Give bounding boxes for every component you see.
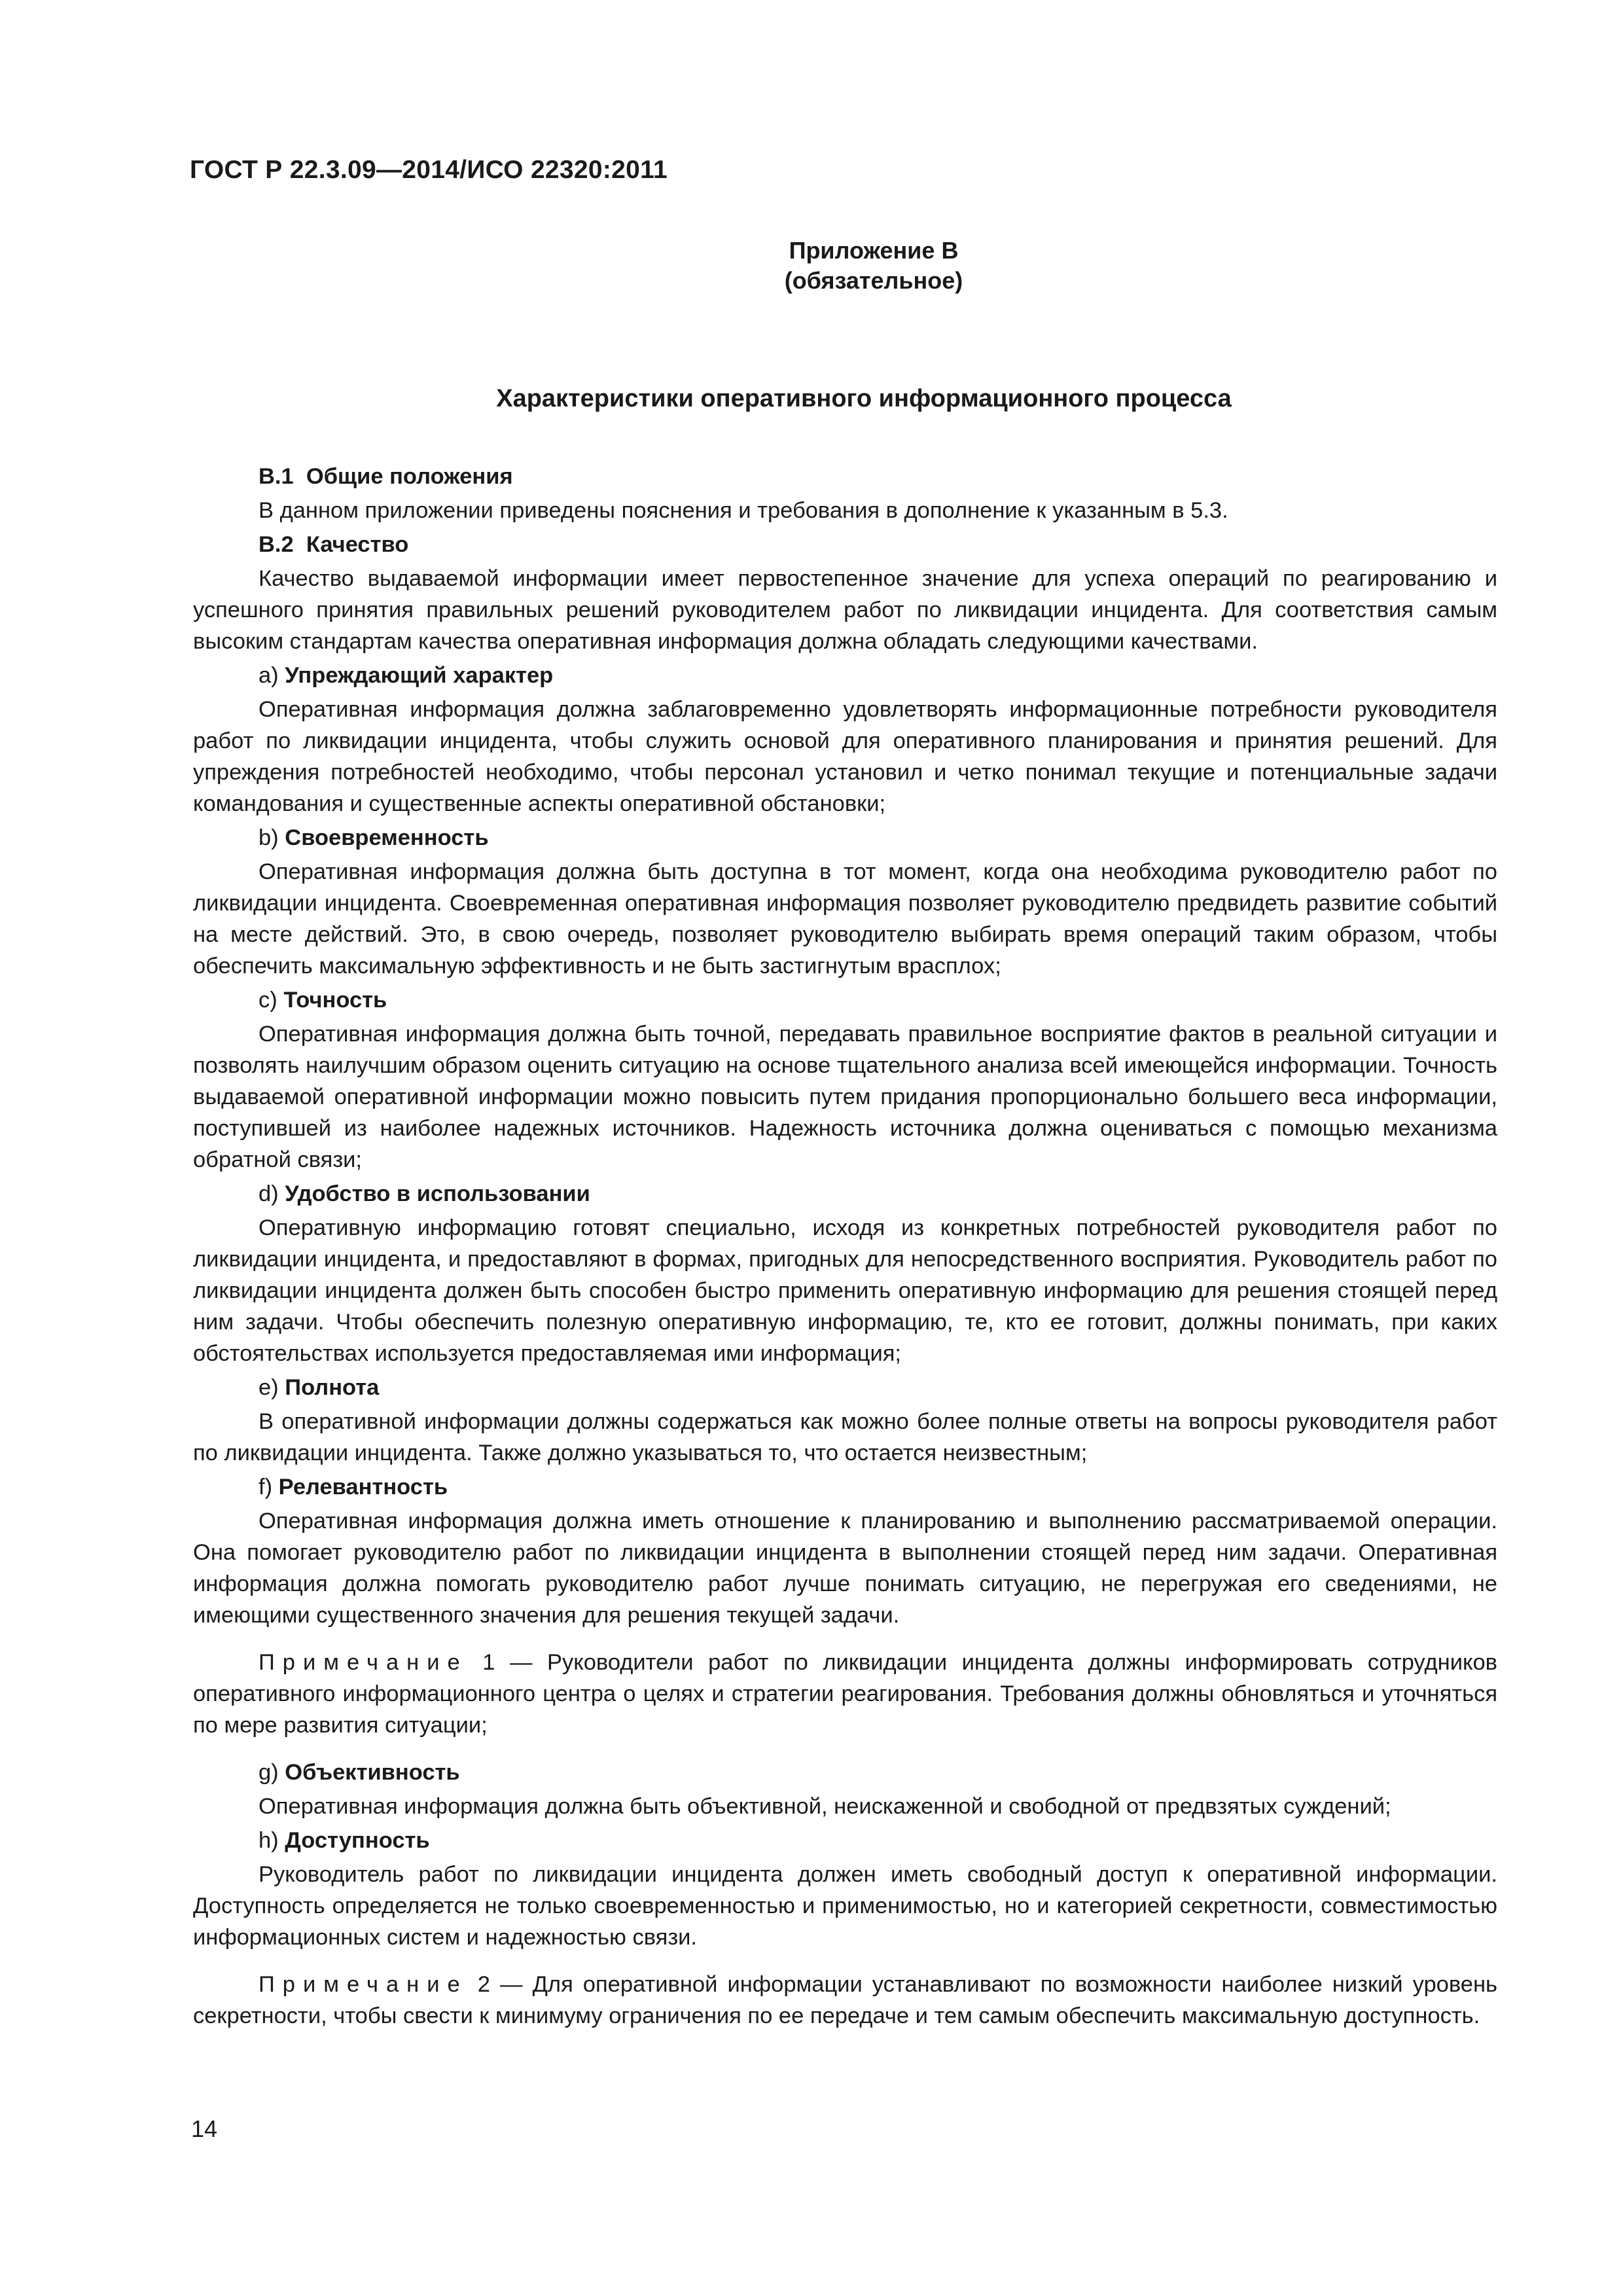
clause-number: В.2 bbox=[259, 532, 294, 557]
note-label: Примечание bbox=[259, 1650, 468, 1675]
item-d-heading bbox=[193, 1178, 1497, 1210]
note-number: 2 bbox=[477, 1972, 490, 1997]
section-title: Характеристики оперативного информационного процесса bbox=[496, 385, 1232, 412]
note-text: — Руководители работ по ликвидации инцидента должны информировать сотрудников оперативного информационного центра о целях и стратегии реагирования. Требования должны обновляться и уточняться по мере развития ситуации; bbox=[193, 1650, 1497, 1738]
note-2 bbox=[193, 1969, 1497, 2032]
appendix-heading bbox=[0, 236, 1623, 296]
item-f-heading bbox=[193, 1471, 1497, 1503]
item-title: Удобство в использовании bbox=[285, 1181, 590, 1206]
item-letter: g) bbox=[259, 1760, 279, 1785]
clause-title: Качество bbox=[306, 532, 409, 557]
item-b-heading bbox=[193, 822, 1497, 853]
clause-b1-heading bbox=[193, 461, 1497, 492]
clause-b2-heading bbox=[193, 529, 1497, 560]
item-title: Своевременность bbox=[285, 825, 489, 850]
item-letter: b) bbox=[259, 825, 279, 850]
item-title: Релевантность bbox=[278, 1475, 448, 1499]
item-letter: а) bbox=[259, 663, 279, 688]
item-g-heading bbox=[193, 1757, 1497, 1788]
item-h-heading bbox=[193, 1825, 1497, 1856]
item-c-text: Оперативная информация должна быть точной, передавать правильное восприятие фактов в реальной ситуации и позволять наилучшим образом оценить ситуацию на основе тщательного анализа всей имеющейся информации. Точность выдаваемой оперативной информации можно повысить путем придания пропорционально большего веса информации, поступившей из наиболее надежных источников. Надежность источника должна оцениваться с помощью механизма обратной связи; bbox=[193, 1022, 1497, 1172]
item-letter: е) bbox=[259, 1375, 279, 1400]
item-title: Упреждающий характер bbox=[285, 663, 554, 688]
item-b-text: Оперативная информация должна быть доступна в тот момент, когда она необходима руководителю работ по ликвидации инцидента. Своевременная оперативная информация позволяет руководителю предвидеть развитие событий на месте действий. Это, в свою очередь, позволяет руководителю выбирать время операций таким образом, чтобы обеспечить максимальную эффективность и не быть застигнутым врасплох; bbox=[193, 859, 1497, 978]
item-a-text: Оперативная информация должна заблаговременно удовлетворять информационные потребности руководителя работ по ликвидации инцидента, чтобы служить основой для оперативного планирования и принятия решений. Для упреждения потребностей необходимо, чтобы персонал установил и четко понимал текущие и потенциальные задачи командования и существенные аспекты оперативной обстановки; bbox=[193, 697, 1497, 816]
item-title: Доступность bbox=[285, 1828, 430, 1853]
note-1 bbox=[193, 1647, 1497, 1741]
item-h-text: Руководитель работ по ликвидации инцидента должен иметь свободный доступ к оперативной информации. Доступность определяется не только своевременностью и применимостью, но и категорией секретности, совместимостью информационных систем и надежностью связи. bbox=[193, 1862, 1497, 1950]
clause-b1-text: В данном приложении приведены пояснения и требования в дополнение к указанным в 5.3. bbox=[259, 498, 1228, 523]
clause-title: Общие положения bbox=[306, 464, 513, 489]
note-label: Примечание bbox=[259, 1972, 468, 1997]
item-f-text: Оперативная информация должна иметь отношение к планированию и выполнению рассматриваемой операции. Она помогает руководителю работ по ликвидации инцидента в выполнении стоящей перед ним задачи. Оперативная информация должна помогать руководителю работ лучше понимать ситуацию, не перегружая его сведениями, не имеющими существенного значения для решения текущей задачи. bbox=[193, 1509, 1497, 1628]
clause-number: В.1 bbox=[259, 464, 294, 489]
item-e-text: В оперативной информации должны содержаться как можно более полные ответы на вопросы руководителя работ по ликвидации инцидента. Также должно указываться то, что остается неизвестным; bbox=[193, 1409, 1497, 1465]
item-c-heading bbox=[193, 984, 1497, 1016]
appendix-status: (обязательное) bbox=[784, 267, 963, 294]
standard-header: ГОСТ Р 22.3.09—2014/ИСО 22320:2011 bbox=[190, 156, 668, 184]
item-g-text: Оперативная информация должна быть объективной, неискаженной и свободной от предвзятых суждений; bbox=[259, 1794, 1391, 1819]
item-title: Точность bbox=[283, 988, 387, 1013]
item-title: Полнота bbox=[285, 1375, 380, 1400]
clause-b2-text: Качество выдаваемой информации имеет первостепенное значение для успеха операций по реагированию и успешного принятия правильных решений руководителем работ по ликвидации инцидента. Для соответствия самым высоким стандартам качества оперативная информация должна обладать следующими качествами. bbox=[193, 566, 1497, 654]
item-letter: h) bbox=[259, 1828, 279, 1853]
note-text: — Для оперативной информации устанавливают по возможности наиболее низкий уровень секретности, чтобы свести к минимуму ограничения по ее передаче и тем самым обеспечить максимальную доступность. bbox=[193, 1972, 1497, 2028]
item-letter: d) bbox=[259, 1181, 279, 1206]
item-d-text: Оперативную информацию готовят специально, исходя из конкретных потребностей руководителя работ по ликвидации инцидента, и предоставляют в формах, пригодных для непосредственного восприятия. Руководитель работ по ликвидации инцидента должен быть способен быстро применить оперативную информацию для решения стоящей перед ним задачи. Чтобы обеспечить полезную оперативную информацию, те, кто ее готовит, должны понимать, при каких обстоятельствах используется предоставляемая ими информация; bbox=[193, 1215, 1497, 1366]
item-letter: f) bbox=[259, 1475, 273, 1499]
note-number: 1 bbox=[482, 1650, 495, 1675]
document-body bbox=[193, 458, 1497, 2032]
item-a-heading bbox=[193, 660, 1497, 691]
page-number: 14 bbox=[191, 2115, 218, 2142]
appendix-label: Приложение В bbox=[789, 237, 959, 264]
item-letter: с) bbox=[259, 988, 277, 1013]
item-title: Объективность bbox=[285, 1760, 460, 1785]
item-e-heading bbox=[193, 1372, 1497, 1403]
